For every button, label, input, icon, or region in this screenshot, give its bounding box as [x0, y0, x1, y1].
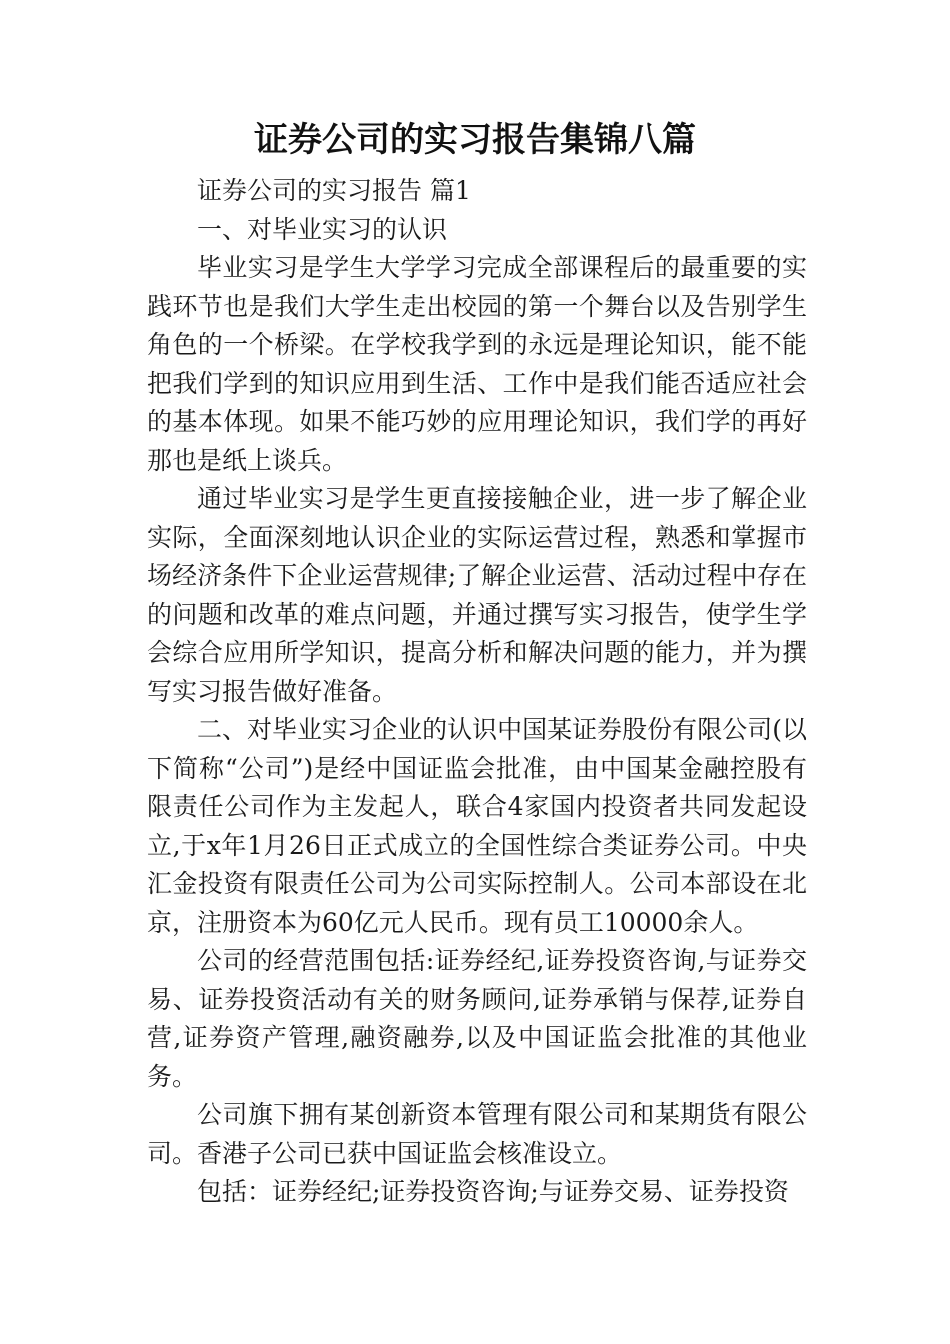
body-paragraph: 二、对毕业实习企业的认识中国某证券股份有限公司(以下简称“公司”)是经中国证监会批准，由中国某金融控股有限责任公司作为主发起人，联合4家国内投资者共同发起设立,于x年1月26日正式成立的全国性综合类证券公司。中央汇金投资有限责任公司为公司实际控制人。公司本部设在北京，注册资本为60亿元人民币。现有员工10000余人。 — [147, 715, 807, 937]
document-title: 证券公司的实习报告集锦八篇 — [254, 120, 696, 160]
body-paragraph: 公司的经营范围包括:证券经纪,证券投资咨询,与证券交易、证券投资活动有关的财务顾问,证券承销与保荐,证券自营,证券资产管理,融资融券,以及中国证监会批准的其他业务。 — [147, 946, 807, 1091]
subsection-heading: 一、对毕业实习的认识 — [197, 214, 448, 244]
body-paragraph: 通过毕业实习是学生更直接接触企业，进一步了解企业实际，全面深刻地认识企业的实际运营过程，熟悉和掌握市场经济条件下企业运营规律;了解企业运营、活动过程中存在的问题和改革的难点问题，并通过撰写实习报告，使学生学会综合应用所学知识，提高分析和解决问题的能力，并为撰写实习报告做好准备。 — [147, 484, 807, 706]
body-paragraph: 毕业实习是学生大学学习完成全部课程后的最重要的实践环节也是我们大学生走出校园的第一个舞台以及告别学生角色的一个桥梁。在学校我学到的永远是理论知识，能不能把我们学到的知识应用到生活、工作中是我们能否适应社会的基本体现。如果不能巧妙的应用理论知识，我们学的再好那也是纸上谈兵。 — [147, 253, 807, 475]
body-paragraph: 公司旗下拥有某创新资本管理有限公司和某期货有限公司。香港子公司已获中国证监会核准设立。 — [147, 1100, 807, 1168]
section-heading: 证券公司的实习报告 篇1 — [197, 176, 471, 205]
body-paragraph: 包括：证券经纪;证券投资咨询;与证券交易、证券投资 — [197, 1177, 789, 1206]
document-body — [147, 172, 807, 1212]
